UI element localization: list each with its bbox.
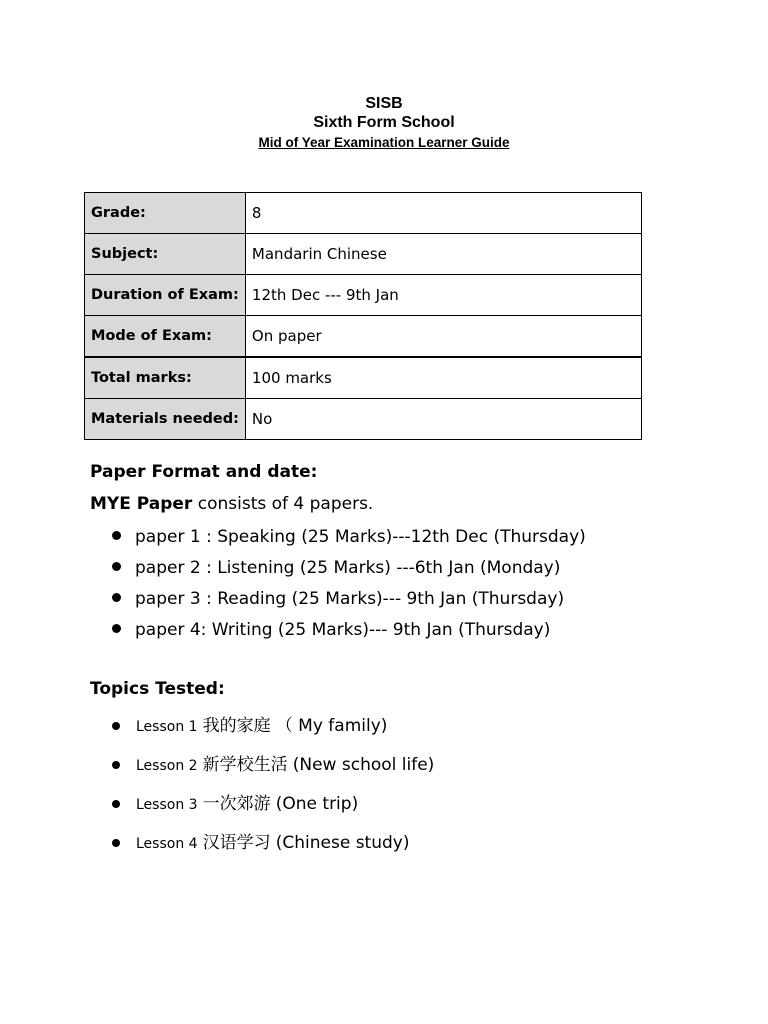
paper-format-heading: Paper Format and date: — [90, 462, 318, 482]
intro-rest: consists of 4 papers. — [192, 494, 374, 514]
list-item — [112, 553, 586, 584]
list-item — [112, 706, 434, 745]
bullet-icon — [112, 761, 120, 769]
topics-heading: Topics Tested: — [90, 679, 225, 699]
bullet-icon — [112, 624, 121, 633]
lesson-2-chinese: 新学校生活 — [202, 755, 288, 775]
materials-value: No — [245, 399, 641, 440]
lesson-1-english: （ My family) — [275, 716, 388, 736]
table-row — [85, 193, 642, 234]
lesson-4-english: (Chinese study) — [275, 833, 410, 853]
bullet-icon — [112, 531, 121, 540]
paper-1-text: paper 1 : Speaking (25 Marks)---12th Dec (Thursday) — [135, 527, 586, 547]
table-row — [85, 357, 642, 399]
list-item — [112, 522, 586, 553]
papers-list — [112, 522, 586, 646]
materials-label: Materials needed: — [85, 399, 246, 440]
table-row — [85, 234, 642, 275]
list-item — [112, 745, 434, 784]
paper-4-text: paper 4: Writing (25 Marks)--- 9th Jan (Thursday) — [135, 620, 551, 640]
total-marks-label: Total marks: — [85, 357, 246, 399]
subject-value: Mandarin Chinese — [245, 234, 641, 275]
bullet-icon — [112, 593, 121, 602]
grade-label: Grade: — [85, 193, 246, 234]
table-row — [85, 399, 642, 440]
intro-bold: MYE Paper — [90, 494, 193, 514]
bullet-icon — [112, 800, 120, 808]
list-item — [112, 784, 434, 823]
school-short-name: SISB — [365, 95, 403, 112]
list-item — [112, 823, 434, 862]
table-row — [85, 275, 642, 316]
subject-label: Subject: — [85, 234, 246, 275]
mode-value: On paper — [245, 316, 641, 358]
list-item — [112, 615, 586, 646]
list-item — [112, 584, 586, 615]
paper-format-intro — [90, 494, 373, 514]
bullet-icon — [112, 839, 120, 847]
lesson-2-number: Lesson 2 — [136, 758, 198, 774]
lesson-3-number: Lesson 3 — [136, 797, 198, 813]
document-header — [0, 94, 768, 153]
paper-2-text: paper 2 : Listening (25 Marks) ---6th Jan (Monday) — [135, 558, 561, 578]
lesson-1-number: Lesson 1 — [136, 719, 198, 735]
bullet-icon — [112, 562, 121, 571]
bullet-icon — [112, 722, 120, 730]
lesson-2-english: (New school life) — [292, 755, 435, 775]
topics-list — [112, 706, 434, 862]
exam-info-table — [84, 192, 642, 440]
grade-value: 8 — [245, 193, 641, 234]
paper-3-text: paper 3 : Reading (25 Marks)--- 9th Jan (Thursday) — [135, 589, 565, 609]
duration-label: Duration of Exam: — [85, 275, 246, 316]
lesson-4-number: Lesson 4 — [136, 836, 198, 852]
lesson-3-english: (One trip) — [275, 794, 359, 814]
table-row — [85, 316, 642, 358]
school-name: Sixth Form School — [313, 114, 455, 131]
lesson-1-chinese: 我的家庭 — [202, 716, 271, 736]
duration-value: 12th Dec --- 9th Jan — [245, 275, 641, 316]
mode-label: Mode of Exam: — [85, 316, 246, 358]
total-marks-value: 100 marks — [245, 357, 641, 399]
guide-title: Mid of Year Examination Learner Guide — [258, 135, 510, 150]
lesson-4-chinese: 汉语学习 — [202, 833, 271, 853]
lesson-3-chinese: 一次郊游 — [202, 794, 271, 814]
